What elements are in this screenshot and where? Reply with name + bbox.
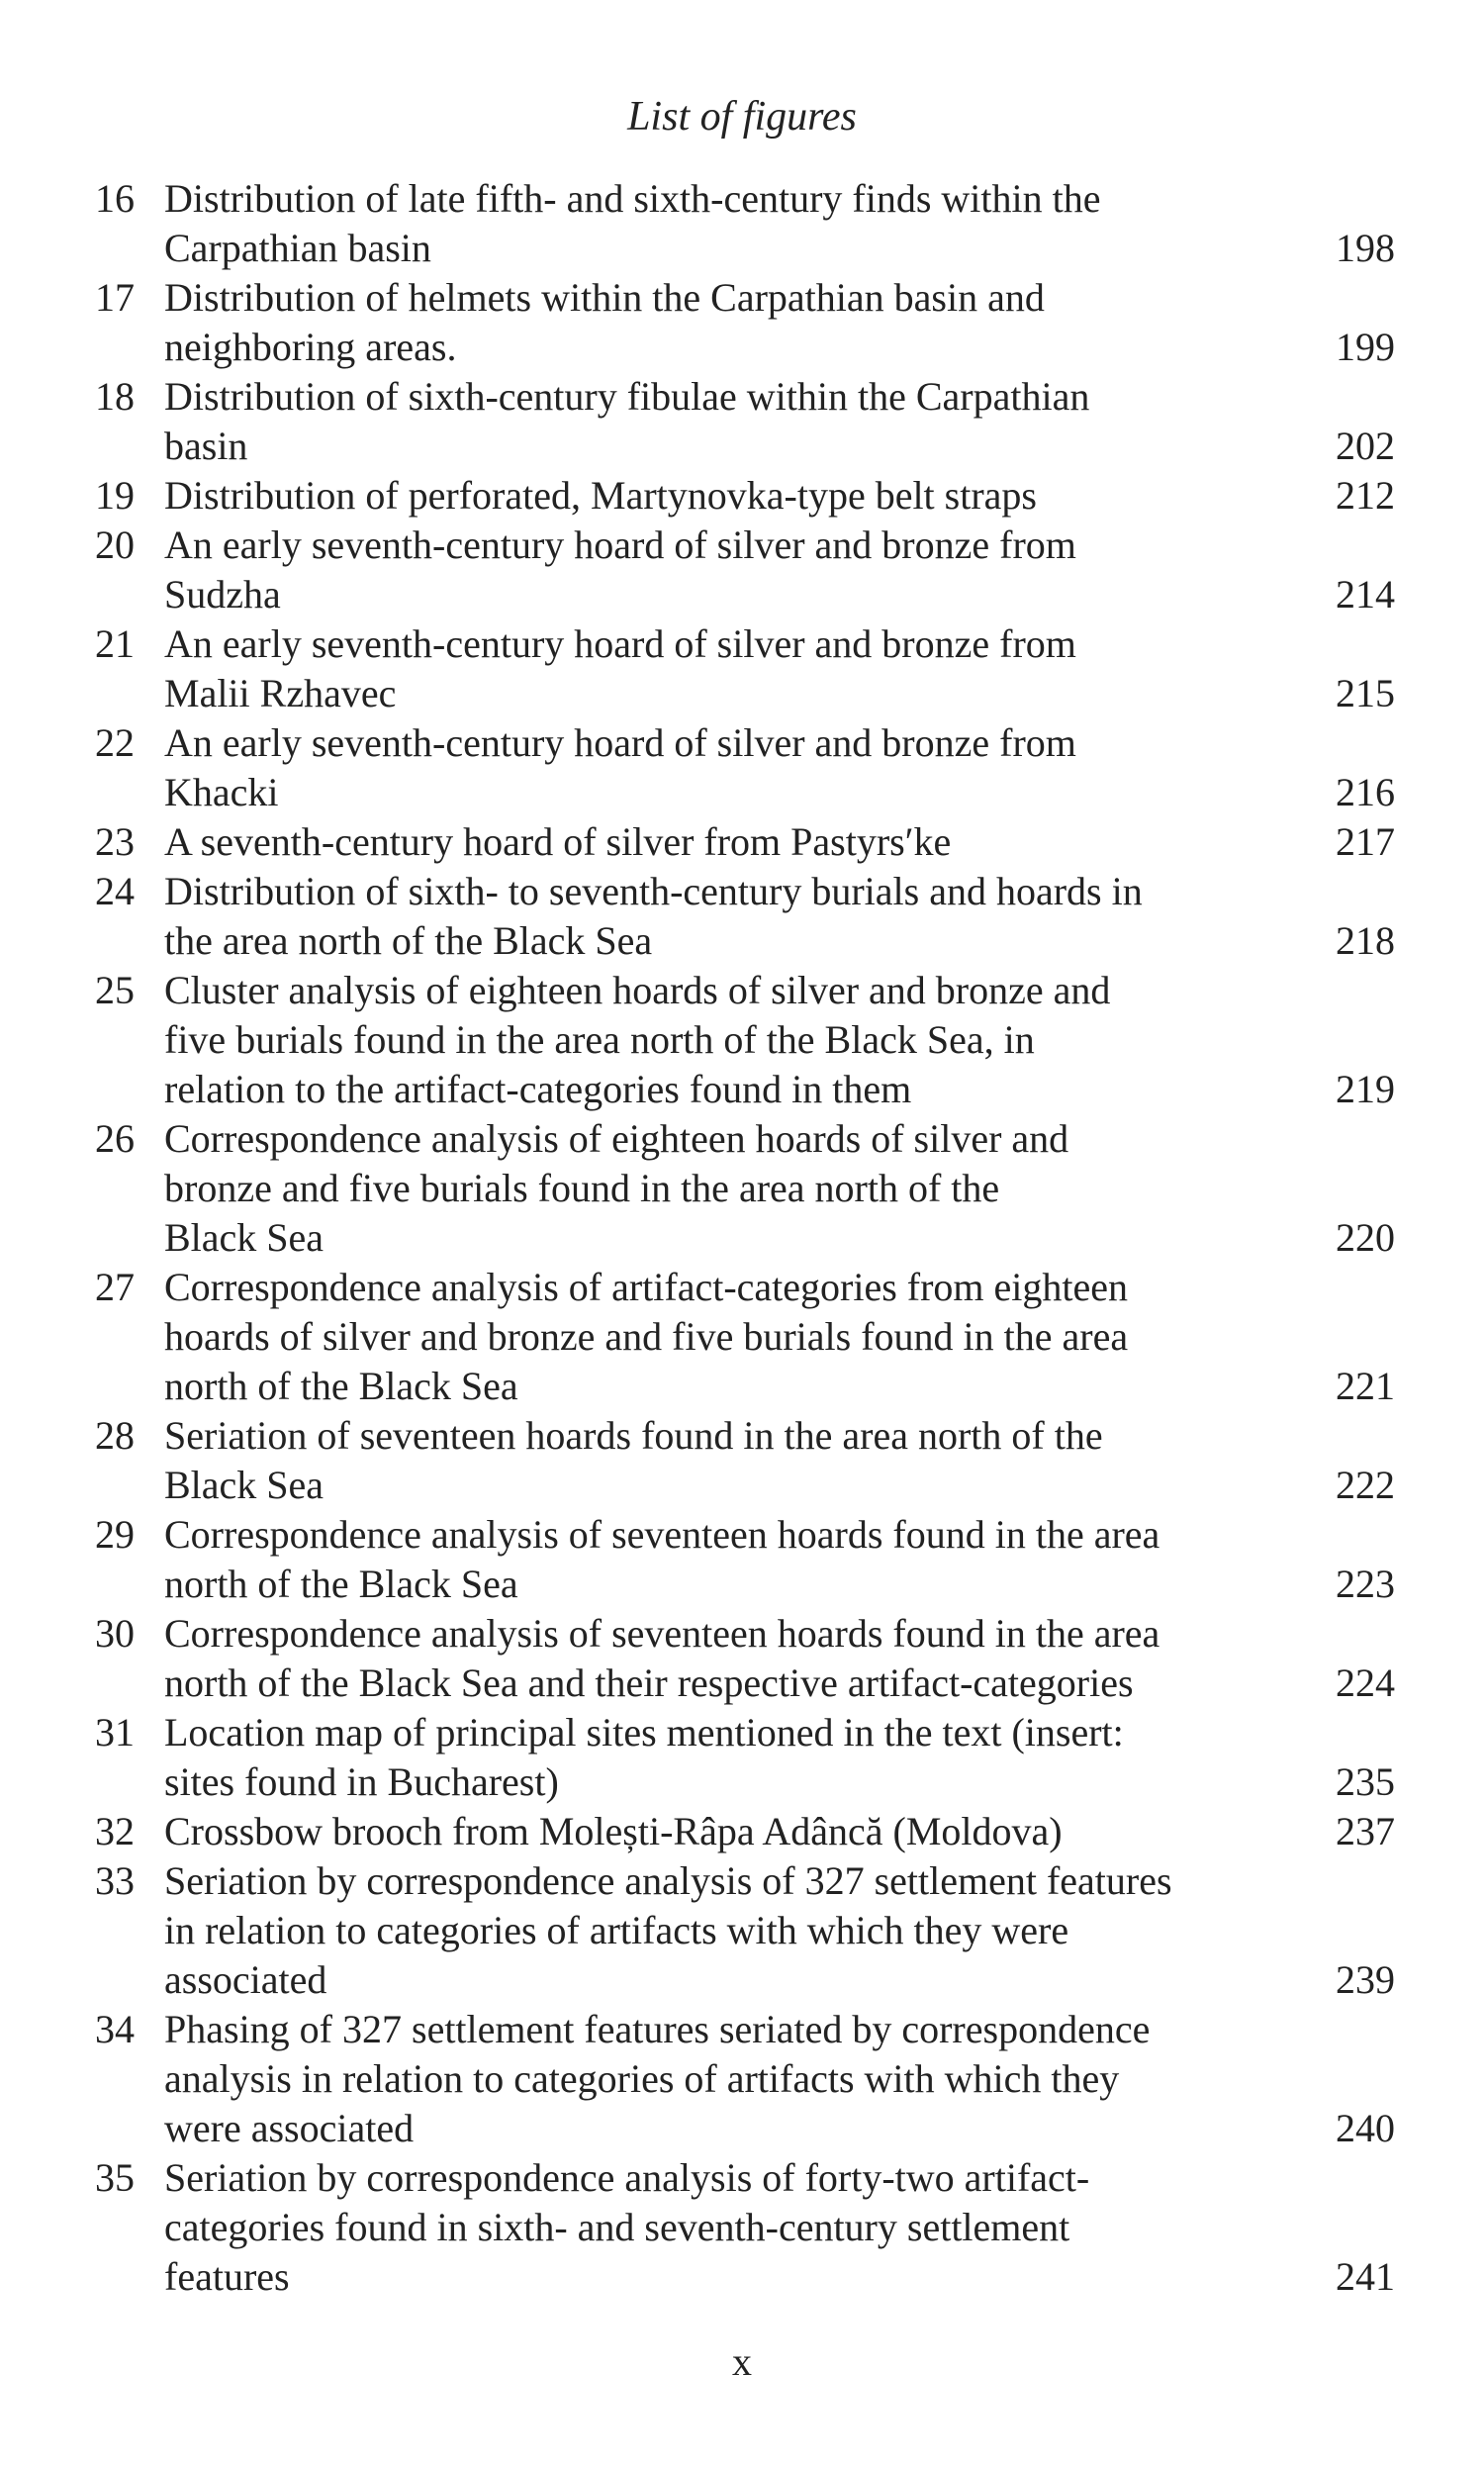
figure-caption-line: Distribution of sixth- to seventh-century burials and hoards in [164,869,1143,913]
figure-caption-line: five burials found in the area north of the Black Sea, in [164,1017,1035,1062]
figure-entry [95,2005,1395,2153]
figure-caption [164,1609,1288,1708]
figure-page-number: 202 [1336,424,1395,468]
figure-page-number: 214 [1336,572,1395,616]
figure-entry [95,372,1395,471]
figure-caption-line: categories found in sixth- and seventh-century settlement [164,2205,1070,2249]
figure-page-number: 241 [1336,2254,1395,2299]
figure-number: 17 [95,275,135,320]
figure-caption-line: Correspondence analysis of seventeen hoards found in the area [164,1512,1160,1557]
figure-caption-line: Phasing of 327 settlement features seriated by correspondence [164,2007,1151,2051]
figure-caption-line: Correspondence analysis of artifact-categories from eighteen [164,1265,1129,1309]
figure-caption-line: Crossbow brooch from Molești-Râpa Adâncă (Moldova) [164,1809,1063,1853]
figure-entry [95,619,1395,718]
figure-number: 22 [95,720,135,765]
figure-page-number: 220 [1336,1215,1395,1260]
figure-entry [95,1609,1395,1708]
figure-caption-line: Black Sea [164,1215,325,1260]
figure-caption-line: bronze and five burials found in the area north of the [164,1166,1000,1210]
figure-entry [95,867,1395,966]
figure-page-number: 219 [1336,1067,1395,1111]
figure-caption-line: Sudzha [164,572,281,616]
figure-caption [164,1263,1288,1411]
figure-list [95,174,1395,2302]
figure-page-number: 222 [1336,1463,1395,1507]
figure-entry [95,2153,1395,2302]
figure-caption-line: associated [164,1957,327,2002]
figure-number: 35 [95,2155,135,2200]
figure-caption-line: Distribution of late fifth- and sixth-century finds within the [164,176,1101,221]
figure-caption-line: were associated [164,2106,415,2150]
figure-caption [164,2153,1288,2302]
figure-entry [95,1510,1395,1609]
figure-caption-line: A seventh-century hoard of silver from Pastyrs′ke [164,819,952,864]
figure-caption-line: in relation to categories of artifacts with which they were [164,1908,1069,1952]
figure-entry [95,1411,1395,1510]
figure-caption [164,718,1288,817]
figure-number: 19 [95,473,135,518]
figure-number: 20 [95,522,135,567]
figure-caption [164,521,1288,619]
figure-caption-line: Black Sea [164,1463,325,1507]
figure-page-number: 239 [1336,1957,1395,2002]
figure-number: 24 [95,869,135,913]
figure-caption [164,817,1288,867]
figure-caption [164,1708,1288,1807]
figure-page-number: 237 [1336,1809,1395,1853]
figure-caption-line: Location map of principal sites mentioned in the text (insert: [164,1710,1124,1755]
figure-caption-line: north of the Black Sea [164,1364,518,1408]
figure-caption-line: the area north of the Black Sea [164,918,653,963]
figure-page-number: 216 [1336,770,1395,814]
figure-number: 26 [95,1116,135,1161]
figure-page-number: 215 [1336,671,1395,715]
figure-page-number: 198 [1336,226,1395,270]
figure-caption-line: Seriation by correspondence analysis of 327 settlement features [164,1858,1172,1903]
figure-caption [164,1856,1288,2005]
figure-number: 23 [95,819,135,864]
figure-caption-line: Distribution of perforated, Martynovka-type belt straps [164,473,1037,518]
figure-number: 27 [95,1265,135,1309]
figure-caption-line: Malii Rzhavec [164,671,397,715]
figure-page-number: 212 [1336,473,1395,518]
figure-number: 16 [95,176,135,221]
figure-caption-line: Carpathian basin [164,226,431,270]
figure-entry [95,1807,1395,1856]
figure-caption [164,1510,1288,1609]
figure-caption [164,174,1288,273]
figure-page-number: 223 [1336,1562,1395,1606]
figure-entry [95,471,1395,521]
figure-entry [95,1708,1395,1807]
figure-page-number: 240 [1336,2106,1395,2150]
figure-caption [164,1114,1288,1263]
figure-caption [164,867,1288,966]
figure-caption-line: Distribution of sixth-century fibulae within the Carpathian [164,374,1090,419]
figure-caption-line: features [164,2254,290,2299]
figure-caption [164,1411,1288,1510]
figure-caption-line: hoards of silver and bronze and five burials found in the area [164,1314,1129,1359]
figure-entry [95,718,1395,817]
figure-caption-line: north of the Black Sea and their respective artifact-categories [164,1660,1134,1705]
figure-caption-line: An early seventh-century hoard of silver and bronze from [164,720,1076,765]
figure-number: 21 [95,621,135,666]
figure-caption-line: Correspondence analysis of eighteen hoards of silver and [164,1116,1069,1161]
figure-entry [95,174,1395,273]
figure-caption [164,966,1288,1114]
figure-caption-line: relation to the artifact-categories found in them [164,1067,912,1111]
figure-number: 29 [95,1512,135,1557]
figure-caption [164,372,1288,471]
figure-caption-line: Distribution of helmets within the Carpathian basin and [164,275,1045,320]
figure-number: 34 [95,2007,135,2051]
figure-caption-line: basin [164,424,248,468]
page-number: x [732,2339,752,2384]
figure-number: 33 [95,1858,135,1903]
figure-page-number: 217 [1336,819,1395,864]
figure-page-number: 218 [1336,918,1395,963]
figure-number: 32 [95,1809,135,1853]
figure-page-number: 221 [1336,1364,1395,1408]
figure-page-number: 224 [1336,1660,1395,1705]
figure-caption-line: An early seventh-century hoard of silver and bronze from [164,621,1076,666]
figure-caption [164,2005,1288,2153]
figure-caption-line: Khacki [164,770,279,814]
figure-caption [164,471,1288,521]
figure-caption [164,1807,1288,1856]
figure-caption [164,619,1288,718]
figure-caption-line: sites found in Bucharest) [164,1759,559,1804]
figure-caption-line: Cluster analysis of eighteen hoards of silver and bronze and [164,968,1111,1012]
figure-entry [95,1856,1395,2005]
figure-number: 18 [95,374,135,419]
figure-entry [95,273,1395,372]
figure-entry [95,966,1395,1114]
figure-entry [95,817,1395,867]
figure-number: 30 [95,1611,135,1656]
figure-page-number: 199 [1336,325,1395,369]
figure-number: 28 [95,1413,135,1458]
figure-caption-line: Seriation of seventeen hoards found in the area north of the [164,1413,1103,1458]
figure-caption-line: analysis in relation to categories of artifacts with which they [164,2056,1120,2101]
figure-caption-line: neighboring areas. [164,325,457,369]
figure-number: 31 [95,1710,135,1755]
page-title: List of figures [627,94,857,140]
figure-entry [95,1263,1395,1411]
figure-page-number: 235 [1336,1759,1395,1804]
figure-entry [95,1114,1395,1263]
figure-caption-line: Seriation by correspondence analysis of forty-two artifact- [164,2155,1090,2200]
figure-caption-line: An early seventh-century hoard of silver and bronze from [164,522,1076,567]
figure-entry [95,521,1395,619]
figure-caption-line: Correspondence analysis of seventeen hoards found in the area [164,1611,1160,1656]
figure-caption-line: north of the Black Sea [164,1562,518,1606]
figure-caption [164,273,1288,372]
figure-number: 25 [95,968,135,1012]
